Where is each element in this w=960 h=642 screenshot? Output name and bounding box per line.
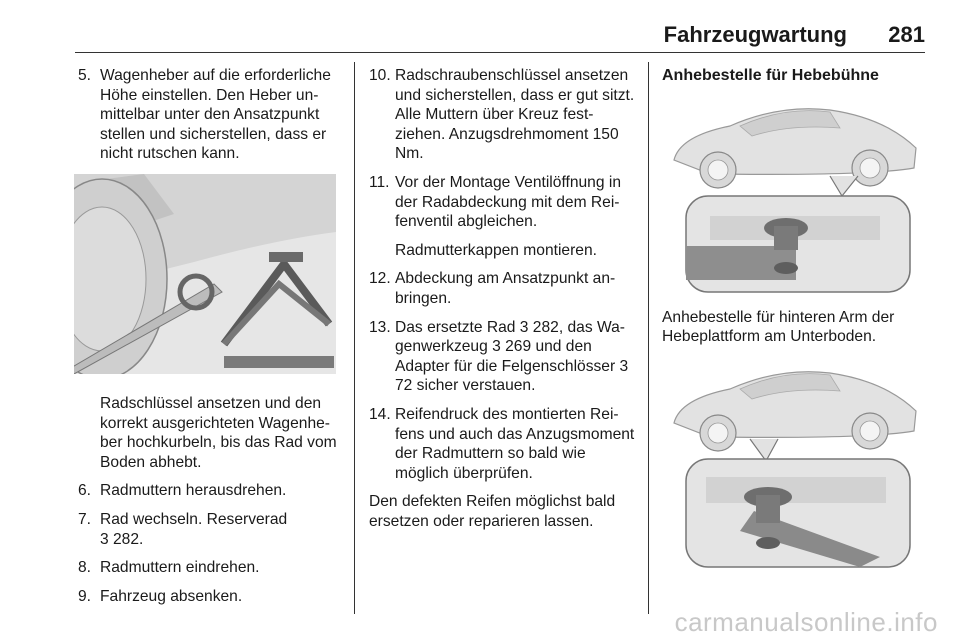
- step-number: 9.: [78, 587, 92, 605]
- step-13: [369, 318, 637, 396]
- lift-point-illustration-top: [670, 96, 918, 296]
- column-divider: [648, 62, 649, 614]
- jack-illustration: [74, 174, 336, 374]
- step-11-subtext: Radmutterkappen montieren.: [395, 241, 597, 259]
- watermark: carmanualsonline.info: [674, 607, 938, 637]
- step-number: 14.: [369, 405, 391, 423]
- step-text: Radmuttern herausdrehen.: [100, 482, 287, 500]
- figure-caption: Radschlüssel ansetzen und den korrekt ausgerichteten Wagenheber hochkurbeln, bis das Rad vom Boden abhebt.: [100, 394, 337, 471]
- step-text: Radschraubenschlüssel ansetzen und sicherstellen, dass er gut sitzt. Alle Muttern über Kreuz festziehen. Anzugsdrehmoment 150 Nm.: [395, 67, 635, 163]
- step-14: [369, 405, 637, 483]
- column-middle: [369, 66, 637, 540]
- step-text: Rad wechseln. Reserverad: [100, 510, 288, 528]
- step-text: Reifendruck des montierten Reifens und auch das Anzugsmoment der Radmuttern so bald wie möglich überprüfen.: [395, 405, 635, 482]
- step-12: [369, 269, 637, 308]
- section-heading: Anhebestelle für Hebebühne: [662, 67, 879, 84]
- step-text: Das ersetzte Rad 3 282, das Wagenwerkzeug 3 269 und den Adapter für die Felgenschlösser 3 72 sicher verstauen.: [395, 318, 629, 395]
- step-9: [78, 587, 340, 607]
- step-text: Fahrzeug absenken.: [100, 587, 243, 605]
- step-11: [369, 173, 637, 232]
- step-number: 13.: [369, 318, 391, 336]
- column-left: [78, 66, 340, 615]
- step-text: Radmuttern eindrehen.: [100, 559, 260, 577]
- closing-paragraph: Den defekten Reifen möglichst bald ersetzen oder reparieren lassen.: [369, 493, 616, 530]
- section-title: Fahrzeugwartung: [663, 22, 847, 47]
- step-number: 12.: [369, 270, 391, 288]
- page-header: [75, 22, 925, 53]
- step-number: 5.: [78, 67, 92, 84]
- figure-caption: Anhebestelle für hinteren Arm der Hebeplattform am Unterboden.: [662, 308, 895, 346]
- step-number: 10.: [369, 67, 391, 84]
- step-8: [78, 558, 340, 578]
- step-text: Abdeckung am Ansatzpunkt anbringen.: [395, 270, 616, 307]
- step-7: [78, 510, 340, 549]
- step-number: 11.: [369, 173, 390, 191]
- lift-point-illustration-bottom: [670, 361, 918, 571]
- step-5: [78, 66, 340, 164]
- page-reference: 3 282.: [100, 530, 144, 548]
- page-number: 281: [888, 22, 925, 47]
- column-right: [662, 66, 932, 571]
- step-number: 7.: [78, 510, 92, 528]
- step-text: Wagenheber auf die erforderliche Höhe einstellen. Den Heber unmittelbar unter den Ansatzpunkt stellen und sicherstellen, dass er nicht rutschen kann.: [100, 67, 331, 163]
- step-10: [369, 66, 637, 164]
- step-number: 6.: [78, 482, 92, 500]
- step-number: 8.: [78, 559, 92, 577]
- step-text: Vor der Montage Ventilöffnung in der Radabdeckung mit dem Reifenventil abgleichen.: [395, 173, 621, 231]
- column-divider: [354, 62, 355, 614]
- step-6: [78, 481, 340, 501]
